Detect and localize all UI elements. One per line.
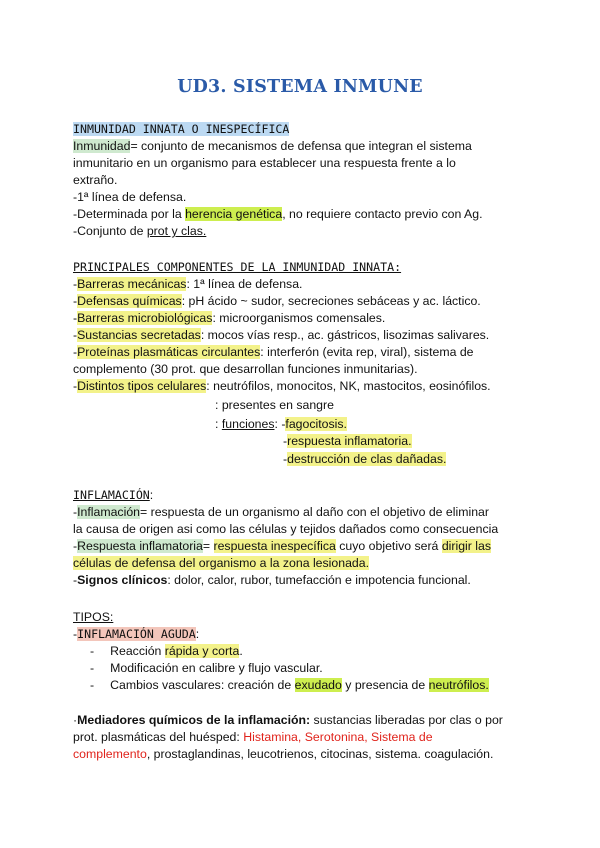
term-inmunidad: Inmunidad [73,139,131,153]
bullet-item [90,677,489,694]
bold-term: Mediadores químicos de la inflamación: [77,713,311,727]
highlight: rápida y corta [164,644,240,658]
text-span: prot. plasmáticas del huésped: [73,730,244,744]
text-span: : [195,627,200,641]
text-span: : - [274,417,286,431]
highlight: dirigir las [441,539,492,553]
text-span: -Conjunto de [73,224,147,238]
text-line: inmunitario en un organismo para establecer una respuesta frente a lo [73,156,456,170]
text-span: , prostaglandinas, leucotrienos, citocinas, sistema. coagulación. [146,747,494,761]
text-span: : interferón (evita rep, viral), sistema de [260,345,474,359]
text-line [283,433,412,450]
text-span: : dolor, calor, rubor, tumefacción e impotencia funcional. [167,573,471,587]
text-line [73,138,472,155]
text-line: extraño. [73,173,118,187]
highlight: exudado [294,678,342,692]
text-span: - [73,379,78,393]
bullet-dash: - [90,678,95,692]
text-span: - [73,573,78,587]
highlight: fagocitosis. [285,417,347,431]
text-span: sustancias liberadas por clas o por [310,713,503,727]
highlight: Proteínas plasmáticas circulantes [77,345,261,359]
list-item [73,344,474,361]
text-span: : mocos vías resp., ac. gástricos, lisozimas salivares. [200,328,490,342]
subheading-aguda [73,626,199,643]
text-span: - [73,539,78,553]
red-text: complemento [73,747,147,761]
highlight: neutrófilos. [428,678,489,692]
text-line [215,416,347,433]
list-item [73,293,481,310]
section-heading-components: PRINCIPALES COMPONENTES DE LA INMUNIDAD INNATA: [73,260,402,274]
text-line [73,555,369,572]
text-line [73,538,491,555]
highlight: destrucción de clas dañadas. [287,452,447,466]
highlight: Barreras microbiológicas [77,311,213,325]
section-heading-inflamacion [73,487,153,504]
text-line [73,729,433,746]
highlight: Distintos tipos celulares [77,379,207,393]
list-item [73,327,489,344]
text-span: = [202,539,214,553]
section-heading-tipos: TIPOS: [73,610,114,624]
text-line [73,572,471,589]
text-span: : pH ácido ~ sudor, secreciones sebáceas y ac. láctico. [181,294,481,308]
text-span: = conjunto de mecanismos de defensa que integran el sistema [130,139,472,153]
text-span: -Determinada por la [73,207,186,221]
text-span: Modificación en calibre y flujo vascular. [110,661,323,675]
text-span: - [73,311,78,325]
text-line [73,746,493,763]
term-inflamacion: Inflamación [77,505,140,519]
text-span: : 1ª línea de defensa. [186,277,303,291]
text-span: Reacción [110,644,165,658]
text-span: : [149,488,154,502]
page-title: UD3. SISTEMA INMUNE [177,77,423,97]
section-heading-innate [73,121,289,138]
text-span: - [283,452,288,466]
highlight: respuesta inflamatoria. [287,434,412,448]
text-line [73,712,503,729]
text-span: , no requiere contacto previo con Ag. [282,207,483,221]
text-span: y presencia de [341,678,429,692]
text-span: Cambios vasculares: creación de [110,678,295,692]
text-span: : [215,417,222,431]
list-item [73,276,302,293]
text-span: . [239,644,243,658]
text-line: : presentes en sangre [215,398,334,412]
highlight: respuesta inespecífica [213,539,336,553]
highlight: Barreras mecánicas [77,277,187,291]
text-span: - [73,294,78,308]
text-span: - [283,434,288,448]
text-line [73,223,206,240]
bullet-item [90,660,323,677]
bullet-dash: - [90,661,95,675]
text-span: - [73,345,78,359]
text-span: · [73,713,78,727]
text-line [73,206,482,223]
heading-text: INMUNIDAD INNATA O INESPECÍFICA [73,122,290,136]
text-line: complemento (30 prot. que desarrollan funciones inmunitarias). [73,362,418,376]
text-span: : neutrófilos, monocitos, NK, mastocitos, eosinófilos. [206,379,491,393]
list-item [73,378,491,395]
subheading-text: INFLAMACIÓN AGUDA [77,627,196,641]
text-line [73,504,489,521]
text-line [283,451,446,468]
underline-prot-clas: prot y clas. [146,224,207,238]
text-span: - [73,277,78,291]
text-span: - [73,328,78,342]
term-respuesta: Respuesta inflamatoria [77,539,203,553]
bullet-dash: - [90,644,95,658]
bold-term: Signos clínicos [77,573,168,587]
underline-funciones: funciones [221,417,275,431]
heading-text: INFLAMACIÓN [73,488,150,502]
text-span: : microorganismos comensales. [212,311,386,325]
text-line: -1ª línea de defensa. [73,190,187,204]
list-item [73,310,385,327]
text-span: cuyo objetivo será [335,539,442,553]
bullet-item [90,643,243,660]
red-text: Histamina, Serotonina, Sistema de [243,730,433,744]
highlight: Sustancias secretadas [77,328,201,342]
text-span: - [73,505,78,519]
highlight: células de defensa del organismo a la zona lesionada. [73,556,370,570]
text-span: = respuesta de un organismo al daño con el objetivo de eliminar [140,505,489,519]
highlight: Defensas químicas [77,294,182,308]
highlight-herencia: herencia genética [185,207,283,221]
text-line: la causa de origen asi como las células y tejidos dañados como consecuencia [73,522,499,536]
text-span: - [73,627,78,641]
